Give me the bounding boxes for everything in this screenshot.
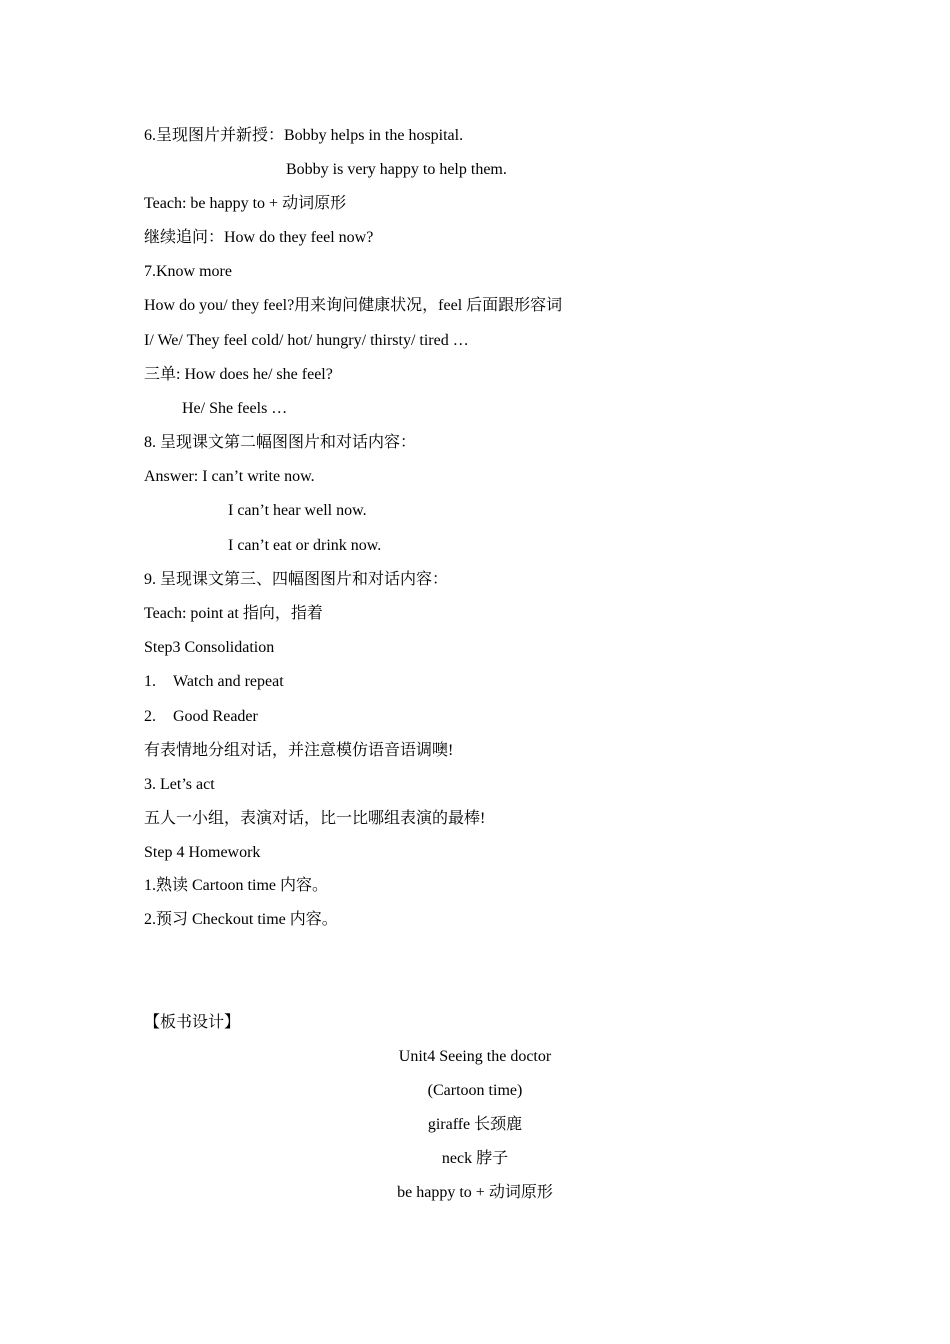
follow-up-question: 继续追问：How do they feel now? — [144, 229, 374, 246]
board-item: be happy to + 动词原形 — [397, 1184, 553, 1201]
board-item: giraffe 长颈鹿 — [427, 1116, 523, 1133]
list-item — [144, 705, 258, 729]
example-sentence: Bobby is very happy to help them. — [286, 161, 507, 178]
list-number: 1. — [144, 673, 156, 690]
instruction-line: 有表情地分组对话，并注意模仿语音语调噢! — [144, 742, 454, 759]
answer-line: I can’t hear well now. — [228, 502, 367, 519]
step-9-line: 9. 呈现课文第三、四幅图图片和对话内容： — [144, 571, 449, 588]
third-person-answer: He/ She feels … — [182, 400, 288, 417]
list-item-act: 3. Let’s act — [144, 776, 215, 793]
third-person-question: 三单: How does he/ she feel? — [144, 366, 333, 383]
how-do-you-feel-note: How do you/ they feel?用来询问健康状况，feel 后面跟形容词 — [144, 297, 563, 314]
instruction-line: 五人一小组，表演对话，比一比哪组表演的最棒! — [144, 810, 486, 827]
list-text: Watch and repeat — [173, 673, 284, 690]
list-text: Good Reader — [173, 708, 258, 725]
board-design-heading: 【板书设计】 — [144, 1014, 241, 1031]
step-7-heading: 7.Know more — [144, 263, 232, 280]
list-number: 2. — [144, 708, 156, 725]
list-item — [144, 670, 284, 694]
homework-item: 2.预习 Checkout time 内容。 — [144, 911, 338, 928]
board-subtitle: (Cartoon time) — [427, 1082, 523, 1099]
answer-line: Answer: I can’t write now. — [144, 468, 315, 485]
step-4-heading: Step 4 Homework — [144, 844, 261, 861]
homework-item: 1.熟读 Cartoon time 内容。 — [144, 877, 328, 894]
answer-line: I can’t eat or drink now. — [228, 537, 382, 554]
step-8-line: 8. 呈现课文第二幅图图片和对话内容： — [144, 434, 417, 451]
step-6-line: 6.呈现图片并新授：Bobby helps in the hospital. — [144, 127, 464, 144]
step-3-heading: Step3 Consolidation — [144, 639, 275, 656]
board-item: neck 脖子 — [441, 1150, 509, 1167]
board-title: Unit4 Seeing the doctor — [398, 1048, 552, 1065]
teach-line: Teach: be happy to + 动词原形 — [144, 195, 347, 212]
teach-point-at: Teach: point at 指向，指着 — [144, 605, 323, 622]
feel-examples: I/ We/ They feel cold/ hot/ hungry/ thirsty/ tired … — [144, 332, 469, 349]
